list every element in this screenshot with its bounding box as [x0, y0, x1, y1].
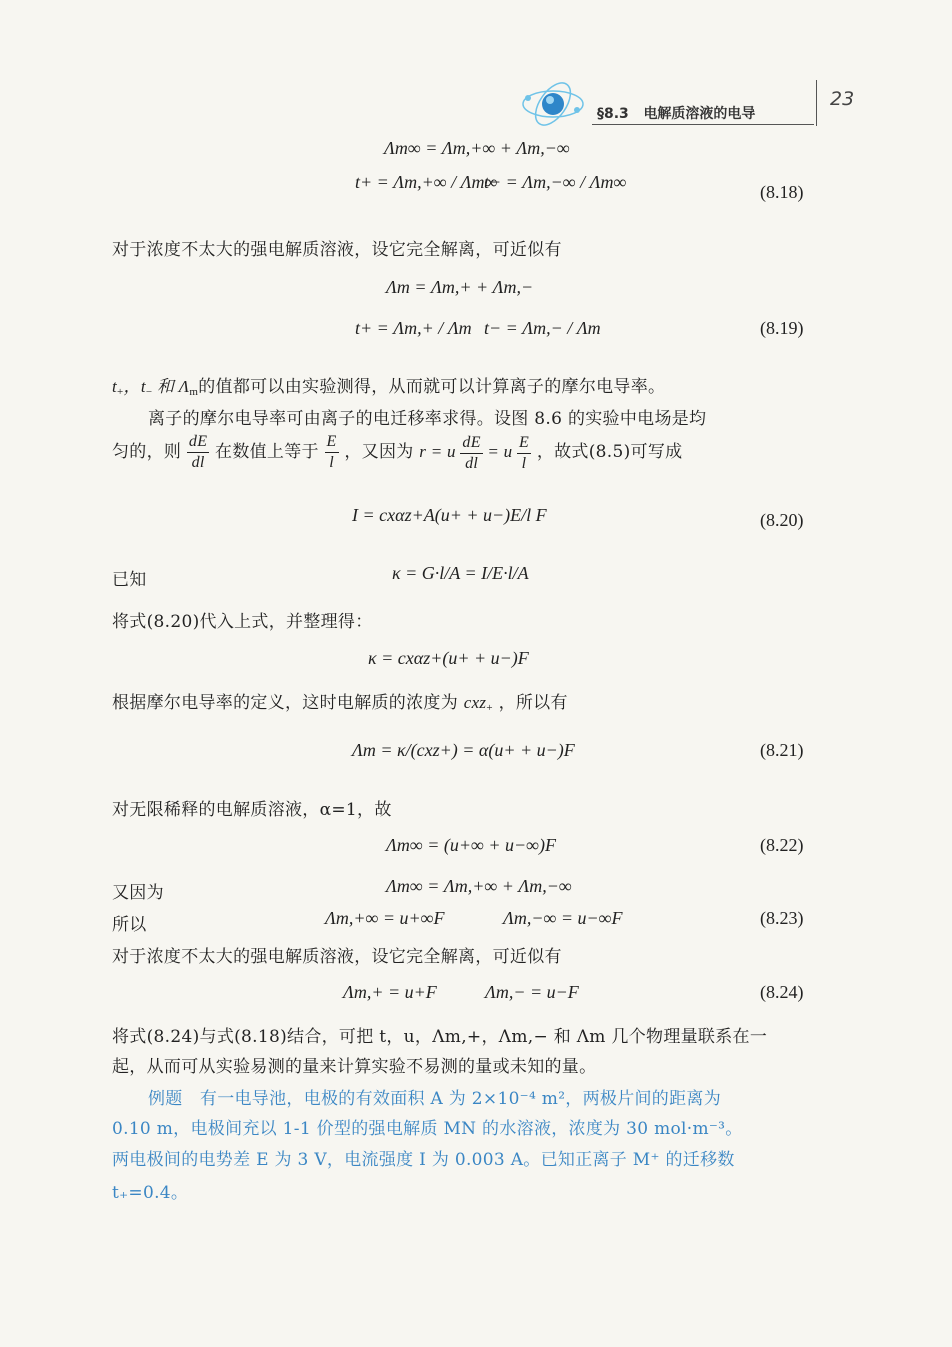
equation-limiting-conductivity [384, 138, 570, 159]
paragraph-text: 匀的，则 [112, 442, 182, 462]
label-so: 所以 [112, 915, 147, 935]
eq-text: Λm = κ/(cxz+) = α(u+ + u−)F [352, 740, 575, 760]
equation-number-8-23: (8.23) [760, 908, 804, 928]
example-line-4: t₊=0.4。 [112, 1183, 189, 1203]
label-again: 又因为 [112, 883, 164, 903]
eq-text: Λm∞ = (u+∞ + u−∞)F [386, 835, 556, 855]
equation-8-18-tplus [355, 172, 497, 193]
paragraph-substitute: 将式(8.20)代入上式，并整理得： [112, 612, 373, 632]
paragraph-measurable-values: $t_+$，$t_-$ 和 $\Lambda_m$的值都可以由实验测得，从而就可以计算离子的摩尔电导率。 [112, 377, 666, 398]
eq-text: t− = Λm,− / Λm [484, 318, 601, 338]
header-rule [592, 124, 814, 125]
page-number: 23 [830, 88, 855, 110]
equation-8-24-b [485, 982, 579, 1003]
equation-8-19-tplus [355, 318, 472, 339]
paragraph-ion-mobility: 离子的摩尔电导率可由离子的电迁移率求得。设图 8.6 的实验中电场是均 [148, 409, 707, 429]
equation-8-18-tminus [484, 172, 626, 193]
example-line-1: 例题 有一电导池，电极的有效面积 A 为 2×10⁻⁴ m²，两极片间的距离为 [148, 1089, 722, 1109]
paragraph-infinite-dilution: 对无限稀释的电解质溶液，α=1，故 [112, 800, 392, 820]
paragraph-text: ，故式(8.5)可写成 [536, 442, 683, 462]
eq-text: Λm,− = u−F [485, 982, 579, 1002]
equation-number-8-22: (8.22) [760, 835, 804, 855]
eq-text: t+ = Λm,+ / Λm [355, 318, 472, 338]
equation-limiting-sum-again [386, 876, 572, 897]
paragraph-uniform-field: 匀的，则 $\frac{dE}{dl}$ 在数值上等于 $\frac{E}{l}$ ，又因为 r = u $\frac{dE}{dl}$ = u $\frac{E}{l}$ ，故式(8.5)可写成 [112, 433, 683, 472]
equation-8-23-b [503, 908, 622, 929]
eq-text: Λm∞ = Λm,+∞ + Λm,−∞ [386, 876, 572, 896]
paragraph-text: ，又因为 [344, 442, 414, 462]
equation-number-8-19: (8.19) [760, 318, 804, 338]
section-number: §8.3 [597, 106, 629, 122]
paragraph-text: 在数值上等于 [215, 442, 319, 462]
eq-text: I = cxαz+A(u+ + u−)E/l F [352, 505, 547, 525]
paragraph-text: 的值都可以由实验测得，从而就可以计算离子的摩尔电导率。 [198, 377, 666, 397]
eq-text: t− = Λm,−∞ / Λm∞ [484, 172, 627, 192]
eq-text: Λm,+ = u+F [343, 982, 437, 1002]
paragraph-combine: 将式(8.24)与式(8.18)结合，可把 t，u，Λm,+，Λm,− 和 Λm 几个物理量联系在一 [112, 1027, 768, 1047]
eq-text: κ = G·l/A = I/E·l/A [392, 563, 529, 583]
paragraph-text: ，所以有 [498, 693, 568, 713]
equation-number-8-21: (8.21) [760, 740, 804, 760]
equation-8-22 [386, 835, 556, 856]
fraction-dE-dl: $\frac{dE}{dl}$ [188, 433, 208, 471]
header-divider [816, 80, 817, 126]
atom-logo-icon [520, 76, 586, 132]
eq-text: Λm,+∞ = u+∞F [325, 908, 445, 928]
paragraph-strong-electrolyte-2: 对于浓度不太大的强电解质溶液，设它完全解离，可近似有 [112, 947, 562, 967]
paragraph-text: 根据摩尔电导率的定义，这时电解质的浓度为 [112, 693, 458, 713]
paragraph-combine-2: 起，从而可从实验易测的量来计算实验不易测的量或未知的量。 [112, 1057, 597, 1077]
fraction-E-l: $\frac{E}{l}$ [326, 433, 337, 471]
equation-kappa-definition [392, 563, 529, 584]
equation-kappa-result [368, 648, 529, 669]
section-header [597, 103, 755, 123]
equation-number-8-20: (8.20) [760, 510, 804, 530]
equation-8-21 [352, 740, 575, 761]
eq-text: κ = cxαz+(u+ + u−)F [368, 648, 529, 668]
paragraph-definition: 根据摩尔电导率的定义，这时电解质的浓度为 cxz$_+$ ，所以有 [112, 693, 568, 714]
equation-8-19-tminus [484, 318, 601, 339]
equation-number-8-24: (8.24) [760, 982, 804, 1002]
paragraph-strong-electrolyte: 对于浓度不太大的强电解质溶液，设它完全解离，可近似有 [112, 240, 562, 260]
section-title: 电解质溶液的电导 [643, 106, 756, 122]
equation-number-8-18: (8.18) [760, 182, 804, 202]
equation-8-20 [352, 505, 547, 526]
eq-text: t+ = Λm,+∞ / Λm∞ [355, 172, 498, 192]
equation-8-23-a [325, 908, 444, 929]
eq-text: Λm∞ = Λm,+∞ + Λm,−∞ [384, 138, 570, 158]
eq-text: Λm = Λm,+ + Λm,− [386, 277, 534, 297]
equation-8-24-a [343, 982, 437, 1003]
example-line-3: 两电极间的电势差 E 为 3 V，电流强度 I 为 0.003 A。已知正离子 M⁺ 的迁移数 [112, 1150, 735, 1170]
eq-text: Λm,−∞ = u−∞F [503, 908, 623, 928]
label-known: 已知 [112, 570, 147, 590]
example-line-2: 0.10 m，电极间充以 1-1 价型的强电解质 MN 的水溶液，浓度为 30 mol·m⁻³。 [112, 1119, 743, 1139]
equation-molar-conductivity-sum [386, 277, 533, 298]
